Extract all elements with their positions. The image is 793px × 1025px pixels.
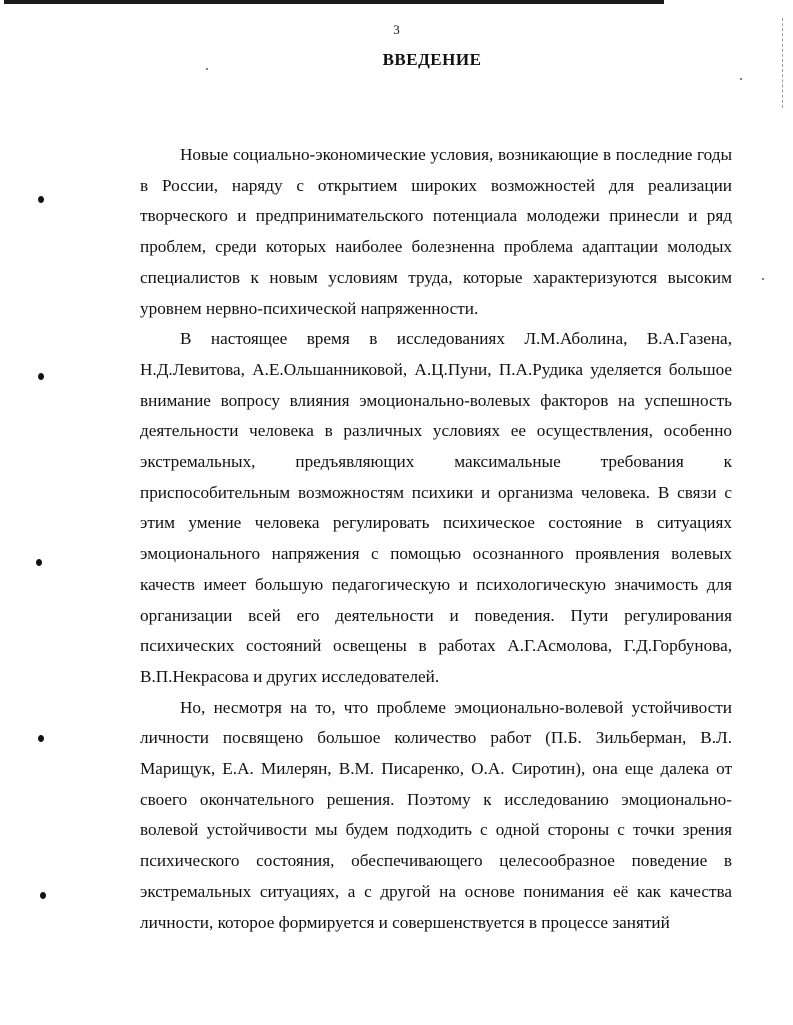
page-title: ВВЕДЕНИЕ xyxy=(382,50,482,69)
scan-speck xyxy=(762,278,764,280)
scan-speck xyxy=(206,68,208,70)
document-body xyxy=(140,140,732,938)
paragraph: Новые социально-экономические условия, возникающие в последние годы в России, наряду с открытием широких возможностей для реализации творческого и предпринимательского потенциала молодежи принесли и ряд проблем, среди которых наиболее болезненна проблема адаптации молодых специалистов к новым условиям труда, которые характеризуются высоким уровнем нервно-психической напряженности. xyxy=(140,145,732,318)
binder-mark xyxy=(38,196,44,203)
binder-mark xyxy=(40,892,46,899)
paragraph: В настоящее время в исследованиях Л.М.Аболина, В.А.Газена, Н.Д.Левитова, А.Е.Ольшанниковой, А.Ц.Пуни, П.А.Рудика уделяется большое внимание вопросу влияния эмоционально-волевых факторов на успешность деятельности человека в различных условиях ее осуществления, особенно экстремальных, предъявляющих максимальные требования к приспособительным возможностям психики и организма человека. В связи с этим умение человека регулировать психическое состояние в ситуациях эмоционального напряжения с помощью осознанного проявления волевых качеств имеет большую педагогическую и психологическую значимость для организации всей его деятельности и поведения. Пути регулирования психических состояний освещены в работах А.Г.Асмолова, Г.Д.Горбунова, В.П.Некрасова и других исследователей. xyxy=(140,329,732,686)
binder-mark xyxy=(36,559,42,566)
paragraph: Но, несмотря на то, что проблеме эмоционально-волевой устойчивости личности посвящено большое количество работ (П.Б. Зильберман, В.Л. Марищук, Е.А. Милерян, В.М. Писаренко, О.А. Сиротин), она еще далека от своего окончательного решения. Поэтому к исследованию эмоционально-волевой устойчивости мы будем подходить с одной стороны с точки зрения психического состояния, обеспечивающего целесообразное поведение в экстремальных ситуациях, а с другой на основе понимания её как качества личности, которое формируется и совершенствуется в процессе занятий xyxy=(140,697,732,932)
scan-border xyxy=(4,0,664,4)
page-number: 3 xyxy=(393,22,400,37)
binder-mark xyxy=(38,735,44,742)
binder-mark xyxy=(38,373,44,380)
scan-speck xyxy=(740,78,742,80)
